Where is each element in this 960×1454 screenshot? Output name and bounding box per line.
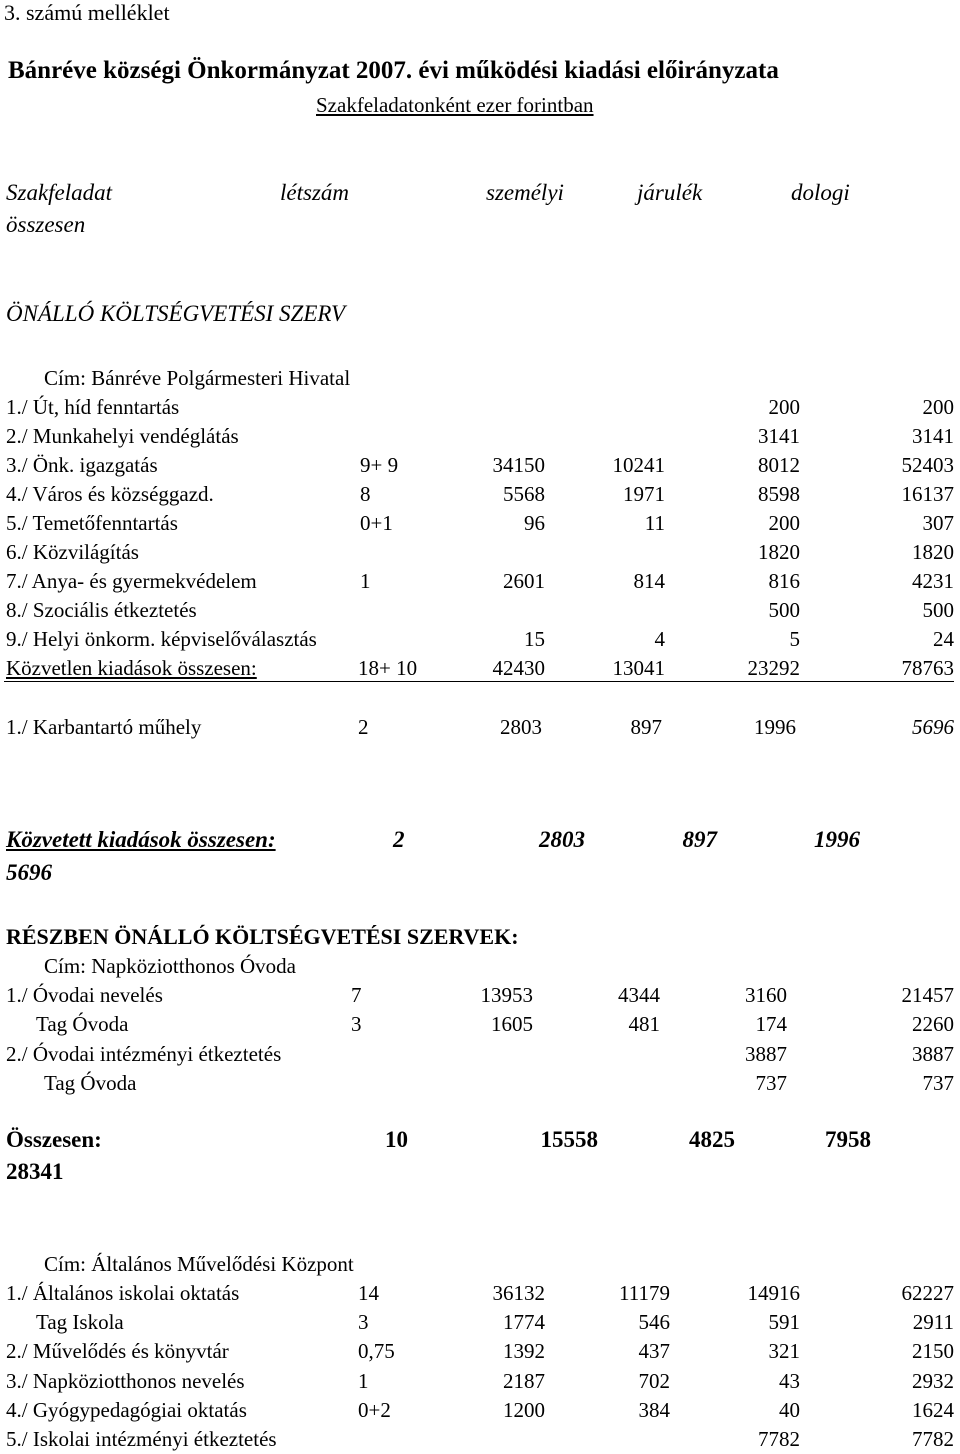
section-heading-onallo: ÖNÁLLÓ KÖLTSÉGVETÉSI SZERV (6, 301, 346, 326)
total-dologi: 23292 (747, 656, 800, 680)
row-osszesen: 52403 (901, 453, 954, 477)
col-header-osszesen: összesen (6, 212, 86, 237)
section2-cim: Cím: Napköziotthonos Óvoda (44, 954, 296, 978)
total-osszesen: 78763 (901, 656, 954, 680)
indirect-total-jarulek: 897 (682, 827, 717, 852)
row-osszesen: 307 (922, 511, 954, 535)
section2-total-label: Összesen: (6, 1127, 102, 1152)
indirect-label: 1./ Karbantartó műhely (6, 715, 202, 739)
row-jarulek: 481 (628, 1012, 660, 1037)
row-osszesen: 3887 (912, 1041, 954, 1066)
row-letszam: 1 (360, 569, 371, 593)
row-osszesen: 21457 (901, 983, 954, 1007)
indirect-total-letszam: 2 (393, 827, 405, 852)
row-osszesen: 2260 (912, 1012, 954, 1037)
row-dologi: 200 (768, 511, 800, 535)
indirect-total-szemelyi: 2803 (539, 827, 585, 852)
row-label: 2./ Művelődés és könyvtár (6, 1339, 229, 1364)
row-label: 5./ Temetőfenntartás (6, 511, 178, 535)
row-szemelyi: 15 (524, 627, 545, 651)
section-cim: Cím: Bánréve Polgármesteri Hivatal (44, 366, 351, 390)
indirect-total-osszesen: 5696 (6, 860, 52, 885)
row-dologi: 8012 (758, 453, 800, 477)
section2-total-letszam: 10 (385, 1127, 408, 1152)
row-osszesen: 2150 (912, 1339, 954, 1364)
row-jarulek: 1971 (623, 482, 665, 506)
row-jarulek: 10241 (612, 453, 665, 477)
row-osszesen: 62227 (901, 1281, 954, 1305)
row-label: Tag Óvoda (44, 1070, 137, 1095)
row-letszam: 14 (358, 1281, 379, 1305)
row-dologi: 3160 (745, 983, 787, 1007)
row-szemelyi: 1605 (491, 1012, 533, 1037)
row-label: 3./ Napköziotthonos nevelés (6, 1368, 245, 1393)
total-label: Közvetlen kiadások összesen: (6, 656, 257, 680)
row-label: 3./ Önk. igazgatás (6, 453, 158, 477)
row-jarulek: 4 (654, 627, 665, 651)
row-jarulek: 702 (638, 1368, 670, 1393)
row-osszesen: 7782 (912, 1427, 954, 1451)
row-szemelyi: 13953 (480, 983, 533, 1007)
section-heading-reszben (6, 926, 519, 948)
row-dologi: 174 (755, 1012, 787, 1037)
section-heading-reszben-text: RÉSZBEN ÖNÁLLÓ KÖLTSÉGVETÉSI SZERVEK: (6, 924, 519, 949)
section2-total-osszesen: 28341 (6, 1159, 64, 1184)
row-dologi: 7782 (758, 1427, 800, 1451)
row-dologi: 3887 (745, 1041, 787, 1066)
row-dologi: 591 (768, 1310, 800, 1335)
row-jarulek: 11179 (619, 1281, 670, 1305)
indirect-osszesen: 5696 (912, 715, 954, 739)
row-label: 4./ Város és községgazd. (6, 482, 214, 506)
section3-cim: Cím: Általános Művelődési Központ (44, 1252, 354, 1276)
row-osszesen: 2932 (912, 1368, 954, 1393)
row-dologi: 14916 (747, 1281, 800, 1305)
row-label: 4./ Gyógypedagógiai oktatás (6, 1397, 247, 1422)
row-jarulek: 814 (633, 569, 665, 593)
row-osszesen: 24 (933, 627, 954, 651)
row-jarulek: 11 (644, 511, 665, 535)
section2-total-szemelyi: 15558 (540, 1127, 598, 1152)
row-szemelyi: 2187 (503, 1368, 545, 1393)
row-szemelyi: 2601 (503, 569, 545, 593)
row-letszam: 0+1 (360, 511, 393, 535)
row-label: Tag Óvoda (36, 1012, 129, 1037)
row-letszam: 3 (351, 1012, 362, 1037)
row-label: 1./ Óvodai nevelés (6, 983, 163, 1007)
col-header-letszam: létszám (280, 180, 349, 205)
row-letszam: 7 (351, 983, 362, 1007)
row-osszesen: 2911 (912, 1310, 954, 1335)
row-osszesen: 3141 (912, 424, 954, 448)
indirect-total-dologi: 1996 (814, 827, 860, 852)
row-label: 7./ Anya- és gyermekvédelem (6, 569, 257, 593)
row-szemelyi: 5568 (503, 482, 545, 506)
row-dologi: 5 (789, 627, 800, 651)
row-osszesen: 16137 (901, 482, 954, 506)
indirect-szemelyi: 2803 (500, 715, 542, 739)
row-osszesen: 4231 (912, 569, 954, 593)
col-header-szemelyi: személyi (486, 180, 564, 205)
row-szemelyi: 1774 (503, 1310, 545, 1335)
row-osszesen: 200 (922, 395, 954, 419)
row-dologi: 40 (779, 1397, 800, 1422)
row-szemelyi: 1200 (503, 1397, 545, 1422)
col-header-szakfeladat: Szakfeladat (6, 180, 113, 205)
row-jarulek: 546 (638, 1310, 670, 1335)
row-szemelyi: 1392 (503, 1339, 545, 1364)
row-dologi: 737 (755, 1070, 787, 1095)
row-dologi: 1820 (758, 540, 800, 564)
row-label: Tag Iskola (36, 1310, 124, 1335)
section2-total-dologi: 7958 (825, 1127, 871, 1152)
row-jarulek: 384 (638, 1397, 670, 1422)
col-header-dologi: dologi (791, 180, 850, 205)
row-letszam: 8 (360, 482, 371, 506)
row-jarulek: 437 (638, 1339, 670, 1364)
indirect-jarulek: 897 (630, 715, 662, 739)
row-dologi: 200 (768, 395, 800, 419)
section2-total-jarulek: 4825 (689, 1127, 735, 1152)
row-osszesen: 1820 (912, 540, 954, 564)
indirect-letszam: 2 (358, 715, 369, 739)
row-szemelyi: 34150 (492, 453, 545, 477)
row-szemelyi: 96 (524, 511, 545, 535)
row-label: 8./ Szociális étkeztetés (6, 598, 197, 622)
total-letszam: 18+ 10 (358, 656, 418, 680)
row-label: 5./ Iskolai intézményi étkeztetés (6, 1427, 277, 1451)
row-dologi: 321 (768, 1339, 800, 1364)
row-letszam: 0,75 (358, 1339, 395, 1364)
row-label: 1./ Általános iskolai oktatás (6, 1281, 240, 1305)
indirect-dologi: 1996 (754, 715, 796, 739)
indirect-total-label: Közvetett kiadások összesen: (6, 827, 276, 852)
total-jarulek: 13041 (612, 656, 665, 680)
page-subtitle: Szakfeladatonként ezer forintban (316, 93, 594, 117)
row-dologi: 500 (768, 598, 800, 622)
total-underline (4, 681, 954, 682)
row-label: 6./ Közvilágítás (6, 540, 139, 564)
attachment-label: 3. számú melléklet (4, 0, 170, 25)
row-osszesen: 1624 (912, 1397, 954, 1422)
row-osszesen: 737 (922, 1070, 954, 1095)
row-letszam: 0+2 (358, 1397, 391, 1422)
row-szemelyi: 36132 (492, 1281, 545, 1305)
row-letszam: 1 (358, 1368, 369, 1393)
row-dologi: 43 (779, 1368, 800, 1393)
row-dologi: 8598 (758, 482, 800, 506)
page-title: Bánréve községi Önkormányzat 2007. évi működési kiadási előirányzata (8, 57, 779, 84)
row-letszam: 3 (358, 1310, 369, 1335)
row-osszesen: 500 (922, 598, 954, 622)
row-dologi: 816 (768, 569, 800, 593)
row-letszam: 9+ 9 (360, 453, 399, 477)
col-header-jarulek: járulék (637, 180, 703, 205)
row-jarulek: 4344 (618, 983, 660, 1007)
row-label: 9./ Helyi önkorm. képviselőválasztás (6, 627, 317, 651)
total-szemelyi: 42430 (492, 656, 545, 680)
row-label: 2./ Munkahelyi vendéglátás (6, 424, 239, 448)
row-label: 2./ Óvodai intézményi étkeztetés (6, 1041, 282, 1066)
row-label: 1./ Út, híd fenntartás (6, 395, 180, 419)
row-dologi: 3141 (758, 424, 800, 448)
